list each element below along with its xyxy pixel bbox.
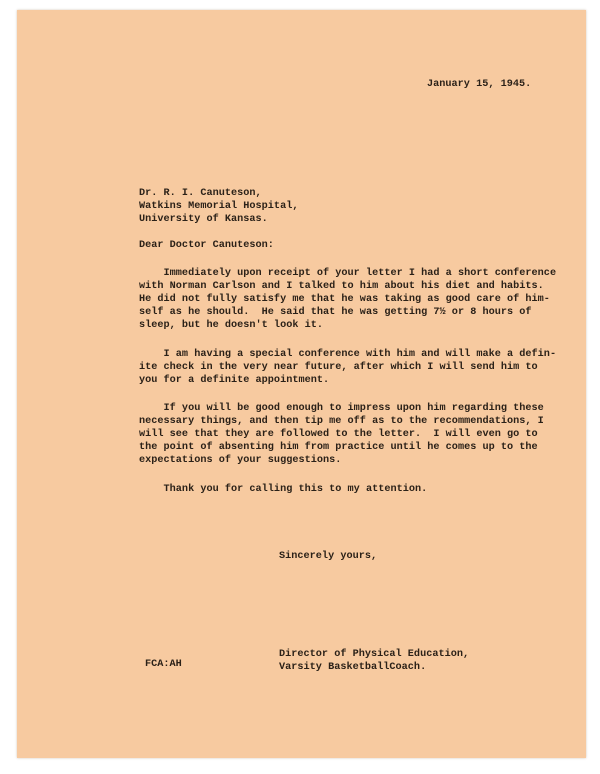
signature-title: Varsity BasketballCoach. xyxy=(279,662,427,673)
paragraph: Thank you for calling this to my attention. xyxy=(139,484,428,495)
salutation: Dear Doctor Canuteson: xyxy=(139,240,274,251)
typist-initials: FCA:AH xyxy=(145,659,182,670)
recipient-line: Watkins Memorial Hospital, xyxy=(139,201,299,212)
recipient-line: University of Kansas. xyxy=(139,214,268,225)
signature-title: Director of Physical Education, xyxy=(279,649,470,660)
letter-date: January 15, 1945. xyxy=(427,79,532,90)
complimentary-close: Sincerely yours, xyxy=(279,551,378,562)
paragraph: I am having a special conference with him and will make a defin- ite check in the very near future, after which I will send him to you for a definite appointment. xyxy=(139,349,557,386)
paragraph: If you will be good enough to impress upon him regarding these necessary things, and then tip me off as to the recommendations, I will see that they are followed to the letter. I will even go to the point of absenting him from practice until he comes up to the expectations of your suggestions. xyxy=(139,403,544,466)
letter-page xyxy=(17,10,586,758)
paragraph: Immediately upon receipt of your letter I had a short conference with Norman Carlson and I talked to him about his diet and habits. He did not fully satisfy me that he was taking as good care of him- self as he should. He said that he was getting 7½ or 8 hours of sleep, but he doesn't look it. xyxy=(139,268,557,331)
recipient-line: Dr. R. I. Canuteson, xyxy=(139,188,262,199)
